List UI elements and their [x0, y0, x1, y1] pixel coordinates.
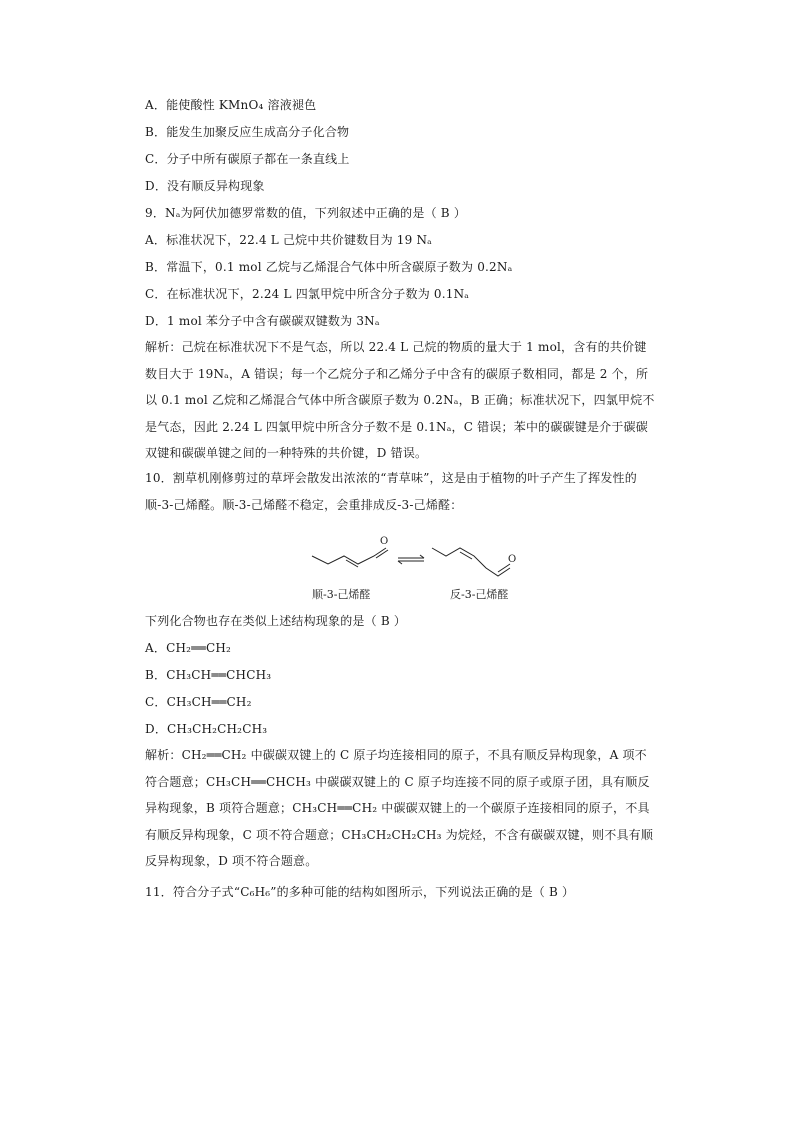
q9-option-a: A．标准状况下，22.4 L 己烷中共价键数目为 19 Nₐ — [145, 233, 433, 247]
caption-cis-hexenal: 顺-3-己烯醛 — [312, 588, 371, 601]
option-b-line: B．能发生加聚反应生成高分子化合物 — [145, 125, 350, 139]
q10-option-d: D．CH₃CH₂CH₂CH₃ — [145, 722, 268, 736]
q10-analysis: 解析：CH₂══CH₂ 中碳碳双键上的 C 原子均连接相同的原子，不具有顺反异构现象，A 项不符合题意；CH₃CH══CHCH₃ 中碳碳双键上的 C 原子均连接不同的原子或原子团，具有顺反异构现象，B 项符合题意；CH₃CH══CH₂ 中碳碳双键上的一个碳原子连接相同的原子，不具有顺反异构现象，C 项不符合题意；CH₃CH₂CH₂CH₃ 为烷烃，不含有碳碳双键，则不具有顺反异构现象，D 项不符合题意。 — [145, 748, 654, 868]
question-9: 9．Nₐ为阿伏加德罗常数的值，下列叙述中正确的是（ B ） — [145, 206, 467, 220]
oxygen-label-left: O — [380, 536, 389, 547]
oxygen-label-right: O — [508, 554, 517, 565]
question-11: 11．符合分子式“C₆H₆”的多种可能的结构如图所示，下列说法正确的是（ B ） — [145, 885, 575, 899]
option-d-line: D．没有顺反异构现象 — [145, 179, 265, 193]
question-10: 10．割草机刚修剪过的草坪会散发出浓浓的“青草味”，这是由于植物的叶子产生了挥发性的顺-3-己烯醛。顺-3-己烯醛不稳定，会重排成反-3-己烯醛： — [145, 471, 637, 512]
q9-option-c: C．在标准状况下，2.24 L 四氯甲烷中所含分子数为 0.1Nₐ — [145, 287, 470, 301]
q10-option-c: C．CH₃CH══CH₂ — [145, 695, 252, 709]
q9-option-b: B．常温下，0.1 mol 乙烷与乙烯混合气体中所含碳原子数为 0.2Nₐ — [145, 260, 513, 274]
q10-prompt: 下列化合物也存在类似上述结构现象的是（ B ） — [145, 614, 407, 628]
q9-option-d: D．1 mol 苯分子中含有碳碳双键数为 3Nₐ — [145, 314, 380, 328]
caption-trans-hexenal: 反-3-己烯醛 — [450, 588, 509, 601]
option-c-line: C．分子中所有碳原子都在一条直线上 — [145, 152, 350, 166]
q9-analysis: 解析：己烷在标准状况下不是气态，所以 22.4 L 己烷的物质的量大于 1 mol，含有的共价键数目大于 19Nₐ，A 错误；每一个乙烷分子和乙烯分子中含有的碳原子数相同，都是 2 个，所以 0.1 mol 乙烷和乙烯混合气体中所含碳原子数为 0.2Nₐ，B 正确；标准状况下，四氯甲烷不是气态，因此 2.24 L 四氯甲烷中所含分子数不是 0.1Nₐ，C 错误；苯中的碳碳键是介于碳碳双键和碳碳单键之间的一种特殊的共价键，D 错误。 — [145, 340, 655, 460]
hexenal-isomerization-diagram — [300, 536, 530, 606]
q10-option-a: A．CH₂══CH₂ — [145, 641, 232, 655]
q10-option-b: B．CH₃CH══CHCH₃ — [145, 668, 272, 682]
option-a-line: A．能使酸性 KMnO₄ 溶液褪色 — [145, 98, 317, 112]
